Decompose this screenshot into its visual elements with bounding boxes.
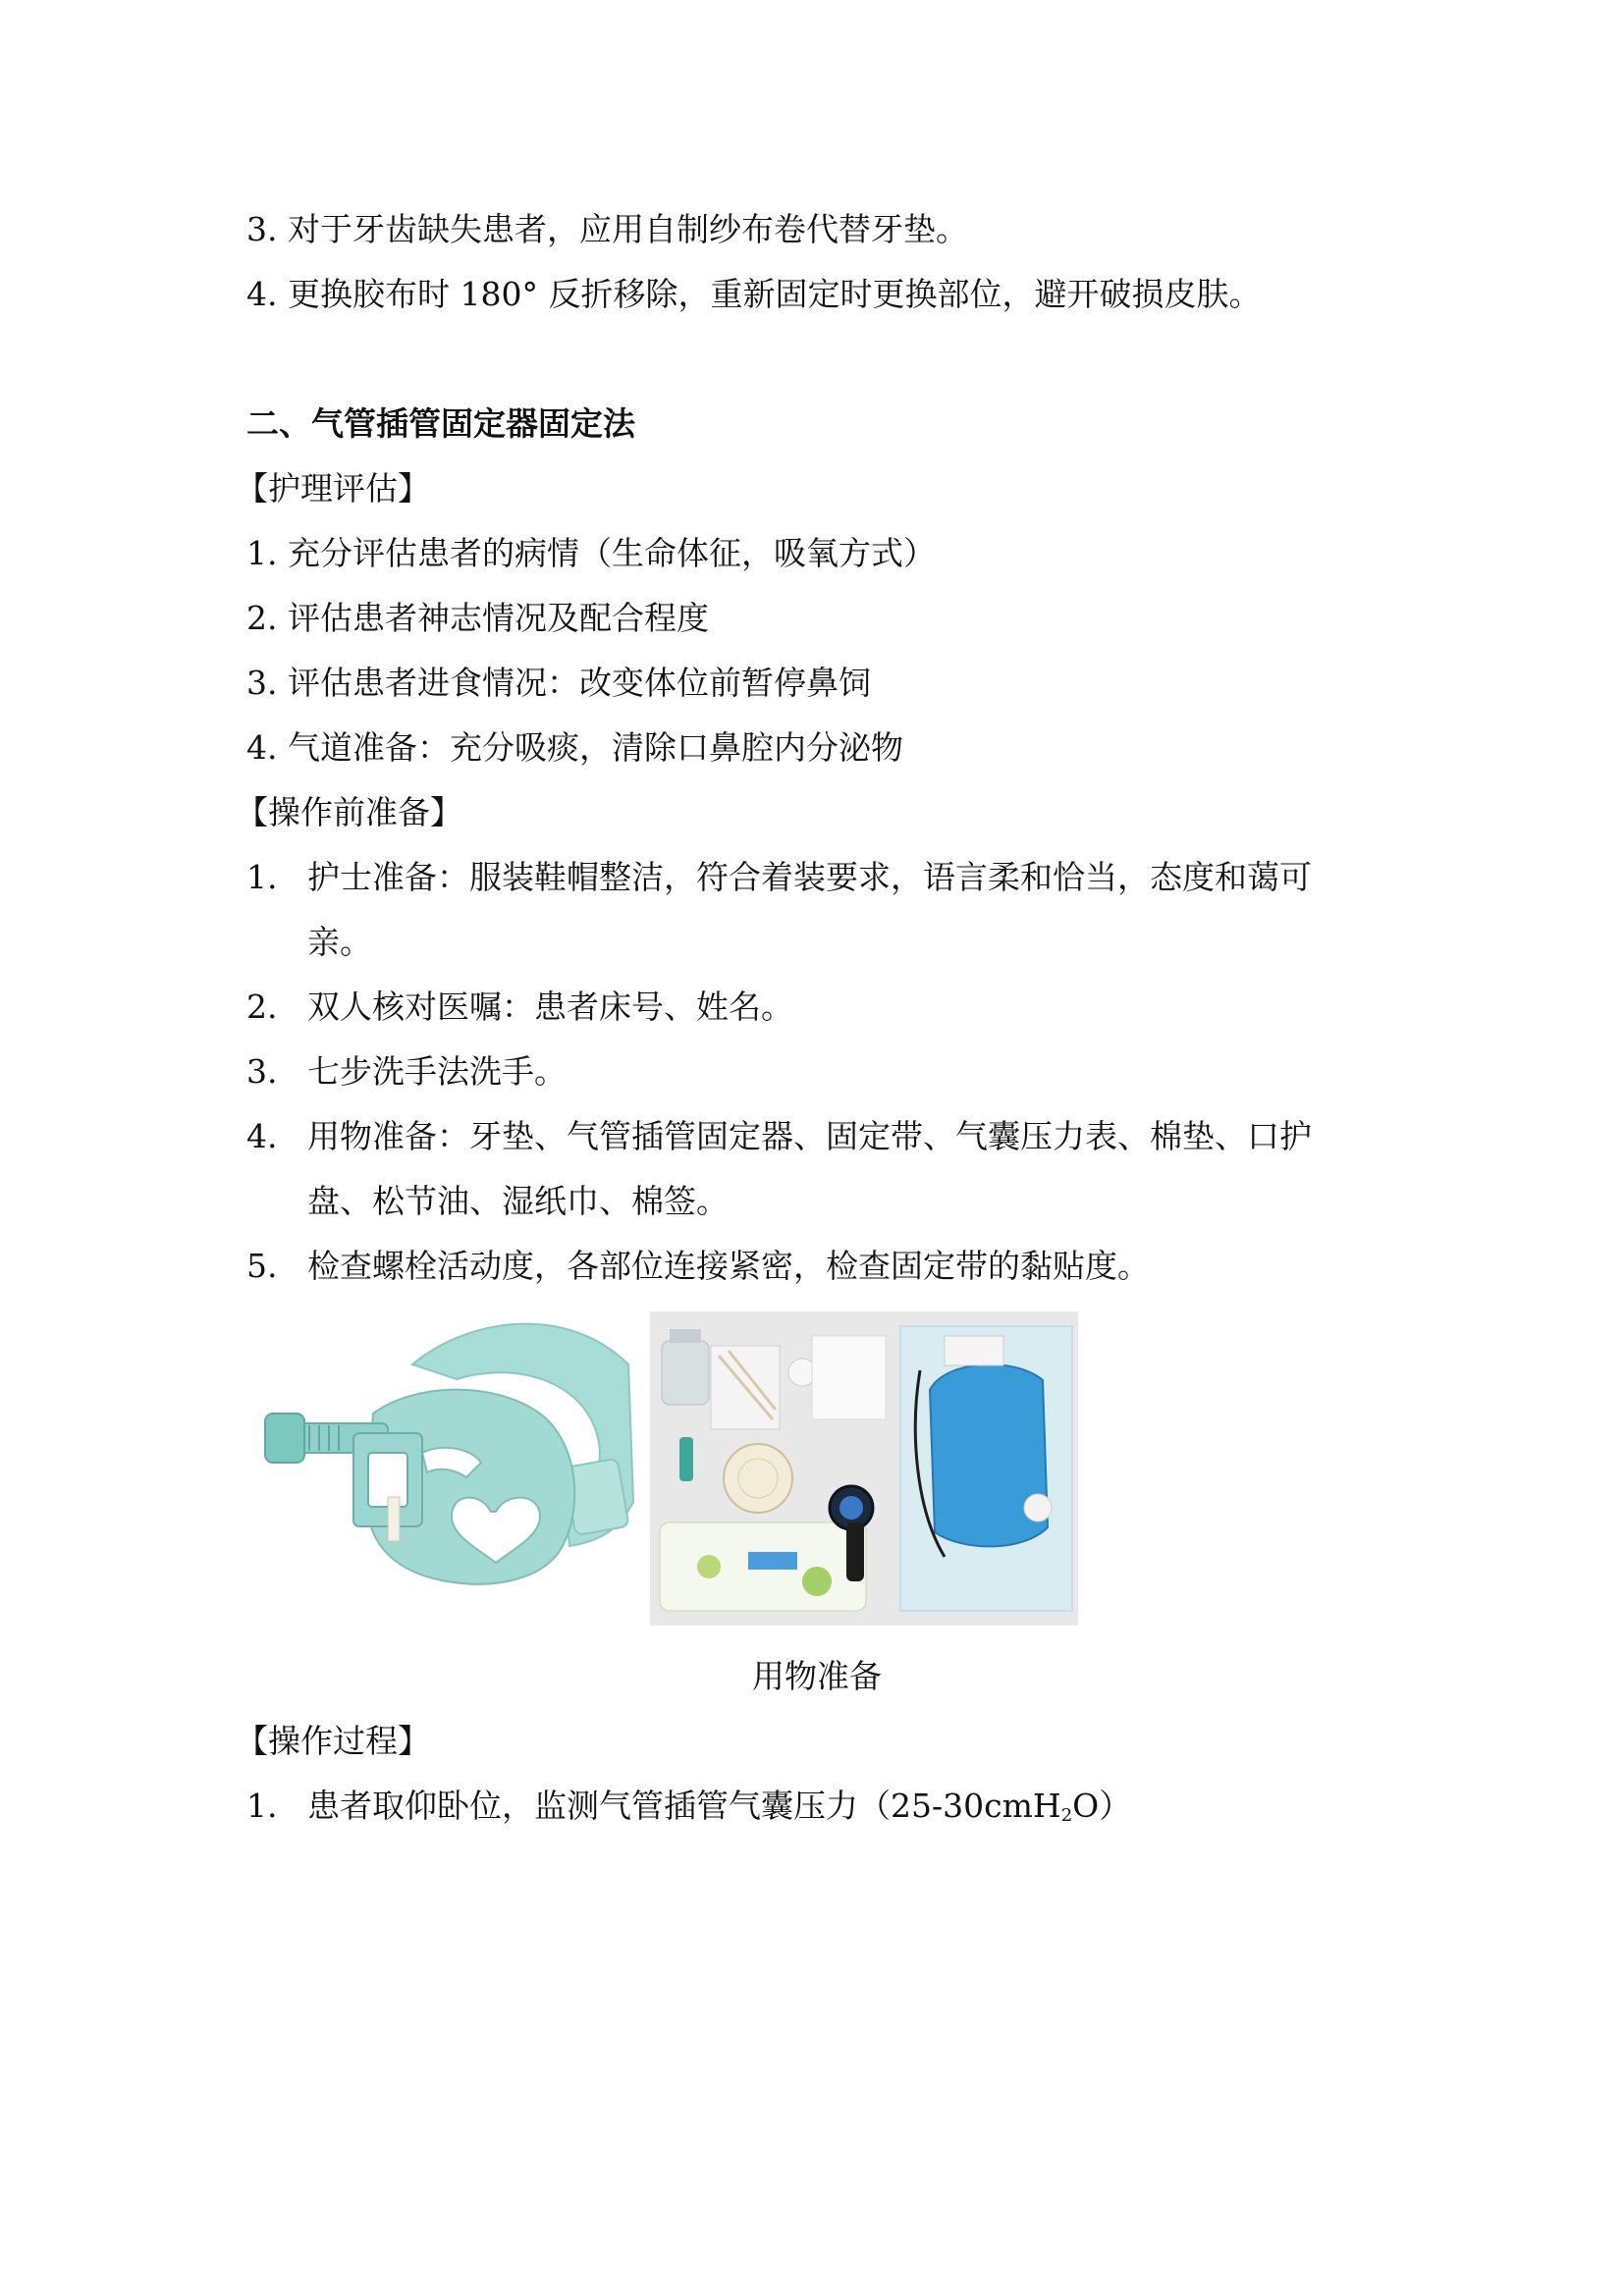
list-number: 1. — [246, 1787, 278, 1825]
subscript: 2 — [1060, 1805, 1073, 1826]
list-number: 1. — [246, 858, 278, 896]
list-item: 1. 充分评估患者的病情（生命体征，吸氧方式） — [246, 534, 936, 572]
subsection-title: 【护理评估】 — [236, 469, 430, 507]
list-item — [246, 1785, 1131, 1838]
section-heading: 二、气管插管固定器固定法 — [246, 404, 635, 443]
list-item — [246, 1245, 1150, 1288]
list-item: 4. 更换胶布时 180° 反折移除，重新固定时更换部位，避开破损皮肤。 — [246, 275, 1262, 313]
subsection-title: 【操作过程】 — [236, 1722, 430, 1760]
list-text: 双人核对医嘱：患者床号、姓名。 — [307, 988, 793, 1026]
list-text-continuation: 盘、松节油、湿纸巾、棉签。 — [307, 1182, 729, 1220]
list-item: 3. 评估患者进食情况：改变体位前暂停鼻饲 — [246, 664, 871, 702]
subsection-title: 【操作前准备】 — [236, 793, 462, 831]
list-item: 2. 评估患者神志情况及配合程度 — [246, 599, 709, 637]
list-item: 4. 气道准备：充分吸痰，清除口鼻腔内分泌物 — [246, 728, 903, 767]
list-number: 4. — [246, 1117, 278, 1155]
list-text: 用物准备：牙垫、气管插管固定器、固定带、气囊压力表、棉垫、口护 — [307, 1117, 1312, 1155]
list-text: 护士准备：服装鞋帽整洁，符合着装要求，语言柔和恰当，态度和蔼可 — [307, 858, 1312, 896]
list-text-tail: O） — [1072, 1787, 1132, 1825]
list-text: 七步洗手法洗手。 — [307, 1052, 567, 1091]
list-text: 检查螺栓活动度，各部位连接紧密，检查固定带的黏贴度。 — [307, 1247, 1150, 1285]
list-item — [246, 1115, 1312, 1158]
supplies-photo-image — [650, 1311, 1078, 1626]
figure-caption: 用物准备 — [752, 1657, 882, 1695]
list-number: 5. — [246, 1247, 278, 1285]
list-text: 患者取仰卧位，监测气管插管气囊压力（25-30cmH — [307, 1787, 1061, 1825]
list-number: 2. — [246, 988, 278, 1026]
list-item: 3. 对于牙齿缺失患者，应用自制纱布卷代替牙垫。 — [246, 210, 968, 248]
list-text-continuation: 亲。 — [307, 923, 372, 961]
list-item — [246, 986, 793, 1029]
list-number: 3. — [246, 1052, 278, 1091]
list-item — [246, 856, 1312, 899]
list-item — [246, 1050, 567, 1094]
endotracheal-tube-holder-image — [245, 1306, 643, 1620]
